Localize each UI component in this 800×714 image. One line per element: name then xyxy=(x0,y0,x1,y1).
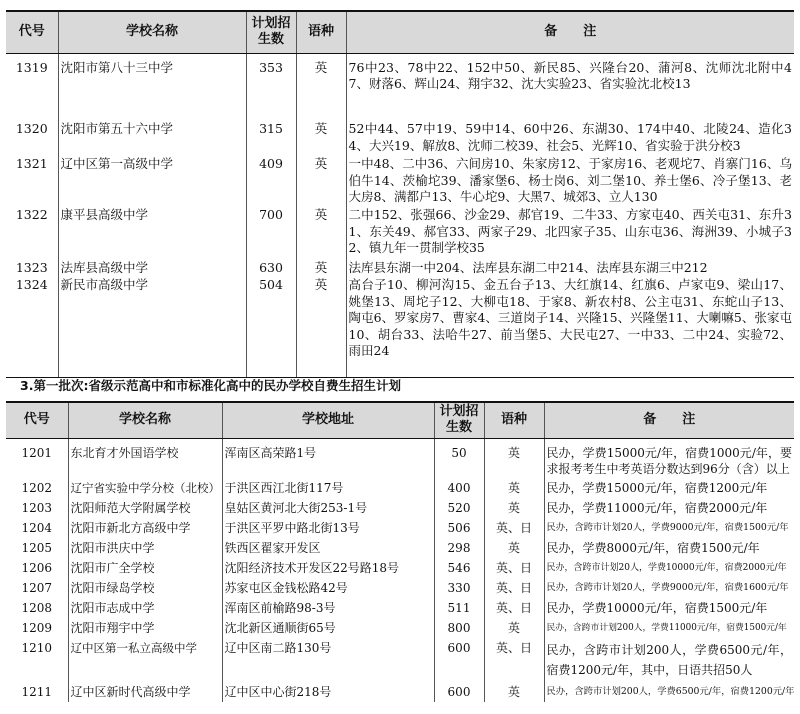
enrollment-table-public xyxy=(6,10,794,378)
cell-remark: 民办，含跨市计划200人，学费6500元/年，宿费1200元/年，其中，日语共招50人 xyxy=(544,640,794,680)
col-header-plan: 计划招生数 xyxy=(434,402,484,438)
cell-remark: 民办，含跨市计划20人，学费9000元/年，宿费1500元/年 xyxy=(544,520,794,540)
cell-address: 浑南区前榆路98-3号 xyxy=(222,600,434,620)
cell-code: 1207 xyxy=(21,581,53,595)
cell-address: 于洪区西江北街117号 xyxy=(222,480,434,500)
table-row xyxy=(6,260,794,277)
cell-name: 沈阳师范大学附属学校 xyxy=(68,500,222,520)
cell-lang: 英、日 xyxy=(484,600,544,620)
cell-name: 沈阳市翔宇中学 xyxy=(68,620,222,640)
cell-plan: 506 xyxy=(434,520,484,540)
cell-plan: 353 xyxy=(246,53,296,121)
cell-remark: 民办，学费11000元/年，宿费2000元/年 xyxy=(544,500,794,520)
cell-lang: 英 xyxy=(296,207,346,260)
cell-address: 辽中区中心街218号 xyxy=(222,680,434,702)
cell-address: 于洪区平罗中路北街13号 xyxy=(222,520,434,540)
cell-lang: 英 xyxy=(484,680,544,702)
cell-remark: 民办，含跨市计划20人，学费10000元/年，宿费2000元/年 xyxy=(544,560,794,580)
cell-lang: 英 xyxy=(296,156,346,207)
table-row xyxy=(6,156,794,207)
table-row xyxy=(6,580,794,600)
cell-name: 沈阳市第八十三中学 xyxy=(58,53,246,121)
cell-lang: 英 xyxy=(296,121,346,156)
cell-code: 1209 xyxy=(21,621,53,635)
cell-name: 沈阳市绿岛学校 xyxy=(68,580,222,600)
cell-name: 沈阳市志成中学 xyxy=(68,600,222,620)
cell-lang: 英 xyxy=(296,53,346,121)
cell-code: 1202 xyxy=(21,481,53,495)
cell-address: 皇姑区黄河北大街253-1号 xyxy=(222,500,434,520)
cell-remark: 民办，学费8000元/年，宿费1500元/年 xyxy=(544,540,794,560)
cell-lang: 英 xyxy=(296,277,346,377)
cell-name: 沈阳市广全学校 xyxy=(68,560,222,580)
cell-name: 康平县高级中学 xyxy=(58,207,246,260)
col-header-code: 代号 xyxy=(6,11,58,53)
col-header-name: 学校名称 xyxy=(68,402,222,438)
cell-address: 铁西区翟家开发区 xyxy=(222,540,434,560)
cell-remark: 76中23、78中22、152中50、新民85、兴隆台20、蒲河8、沈师沈北附中47、财落6、辉山24、翔宇32、沈大实验23、省实验沈北校13 xyxy=(346,53,794,121)
table-row xyxy=(6,438,794,480)
table-row xyxy=(6,640,794,680)
cell-code: 1205 xyxy=(21,541,53,555)
cell-remark: 二中152、张强66、沙金29、郝官19、二牛33、方家屯40、西关屯31、东升31、东关49、郝官33、两家子29、北四家子35、山东屯36、海洲39、小城子32、镇九年一贯制学校35 xyxy=(346,207,794,260)
cell-plan: 504 xyxy=(246,277,296,377)
cell-plan: 50 xyxy=(434,438,484,480)
col-header-code: 代号 xyxy=(6,402,68,438)
col-header-lang: 语种 xyxy=(484,402,544,438)
col-header-plan: 计划招生数 xyxy=(246,11,296,53)
cell-name: 辽中区第一高级中学 xyxy=(58,156,246,207)
cell-plan: 409 xyxy=(246,156,296,207)
cell-remark: 民办，含跨市计划200人，学费11000元/年，宿费1500元/年 xyxy=(544,620,794,640)
table-row xyxy=(6,277,794,377)
cell-plan: 700 xyxy=(246,207,296,260)
table-row xyxy=(6,480,794,500)
cell-plan: 546 xyxy=(434,560,484,580)
cell-remark: 民办，学费10000元/年，宿费1500元/年 xyxy=(544,600,794,620)
cell-code: 1321 xyxy=(15,156,48,171)
table-row xyxy=(6,53,794,121)
cell-name: 沈阳市洪庆中学 xyxy=(68,540,222,560)
table-row xyxy=(6,207,794,260)
table-row xyxy=(6,600,794,620)
cell-name: 沈阳市新北方高级中学 xyxy=(68,520,222,540)
cell-remark: 一中48、二中36、六间房10、朱家房12、于家房16、老观坨7、肖寨门16、乌伯牛14、茨榆坨39、潘家堡6、杨士岗6、刘二堡10、养士堡6、冷子堡13、老大房8、满都户13、牛心坨9、大黑7、城郊3、立人130 xyxy=(346,156,794,207)
cell-address: 苏家屯区金钱松路42号 xyxy=(222,580,434,600)
cell-plan: 400 xyxy=(434,480,484,500)
cell-code: 1210 xyxy=(21,641,53,655)
cell-code: 1211 xyxy=(21,685,53,699)
cell-name: 东北育才外国语学校 xyxy=(68,438,222,480)
cell-name: 辽中区第一私立高级中学 xyxy=(68,640,222,680)
cell-address: 沈阳经济技术开发区22号路18号 xyxy=(222,560,434,580)
cell-code: 1203 xyxy=(21,501,53,515)
cell-code: 1208 xyxy=(21,601,53,615)
cell-remark: 52中44、57中19、59中14、60中26、东湖30、174中40、北陵24、造化34、大兴19、解放8、沈师二校39、社会5、光辉10、省实验于洪分校3 xyxy=(346,121,794,156)
cell-lang: 英 xyxy=(484,438,544,480)
table-header-row xyxy=(6,402,794,438)
cell-remark: 民办，学费15000元/年，宿费1200元/年 xyxy=(544,480,794,500)
cell-code: 1319 xyxy=(15,59,48,75)
table-row xyxy=(6,121,794,156)
table-row xyxy=(6,520,794,540)
cell-lang: 英、日 xyxy=(484,560,544,580)
col-header-name: 学校名称 xyxy=(58,11,246,53)
cell-lang: 英 xyxy=(484,620,544,640)
table-row xyxy=(6,620,794,640)
cell-code: 1201 xyxy=(21,445,53,460)
col-header-address: 学校地址 xyxy=(222,402,434,438)
cell-plan: 600 xyxy=(434,680,484,702)
table-header-row xyxy=(6,11,794,53)
cell-plan: 330 xyxy=(434,580,484,600)
cell-name: 辽中区新时代高级中学 xyxy=(68,680,222,702)
cell-plan: 520 xyxy=(434,500,484,520)
cell-lang: 英、日 xyxy=(484,520,544,540)
table-row xyxy=(6,500,794,520)
cell-remark: 民办，含跨市计划20人，学费9000元/年，宿费1600元/年 xyxy=(544,580,794,600)
cell-lang: 英 xyxy=(296,260,346,277)
cell-lang: 英、日 xyxy=(484,640,544,680)
cell-code: 1324 xyxy=(6,277,58,377)
cell-remark: 民办，学费15000元/年，宿费1000元/年，要求报考考生中考英语分数达到96分（含）以上 xyxy=(544,438,794,480)
cell-lang: 英、日 xyxy=(484,580,544,600)
cell-plan: 511 xyxy=(434,600,484,620)
cell-code: 1206 xyxy=(21,561,53,575)
cell-remark: 高台子10、柳河沟15、金五台子13、大红旗14、红旗6、卢家屯9、梁山17、姚堡13、周坨子12、大柳屯18、于家8、新农村8、公主屯31、东蛇山子13、陶屯6、罗家房7、曹家4、三道岗子14、兴隆15、兴隆堡11、大喇嘛5、张家屯10、胡台33、法哈牛27、前当堡5、大民屯27、一中33、二中24、实验72、雨田24 xyxy=(346,277,794,377)
cell-remark: 法库县东湖一中204、法库县东湖二中214、法库县东湖三中212 xyxy=(346,260,794,277)
cell-plan: 298 xyxy=(434,540,484,560)
cell-address: 辽中区南二路130号 xyxy=(222,640,434,680)
cell-plan: 630 xyxy=(246,260,296,277)
cell-code: 1204 xyxy=(21,521,53,535)
table-row xyxy=(6,540,794,560)
col-header-remark: 备 注 xyxy=(544,402,794,438)
cell-lang: 英 xyxy=(484,540,544,560)
enrollment-table-private xyxy=(6,401,794,702)
cell-name: 新民市高级中学 xyxy=(58,277,246,377)
cell-lang: 英 xyxy=(484,500,544,520)
cell-code: 1322 xyxy=(15,207,48,222)
col-header-lang: 语种 xyxy=(296,11,346,53)
cell-name: 沈阳市第五十六中学 xyxy=(58,121,246,156)
cell-name: 法库县高级中学 xyxy=(58,260,246,277)
cell-remark: 民办，含跨市计划200人，学费6500元/年，宿费1200元/年 xyxy=(544,680,794,702)
cell-name: 辽宁省实验中学分校（北校） xyxy=(68,480,222,500)
cell-address: 浑南区高荣路1号 xyxy=(222,438,434,480)
col-header-remark: 备 注 xyxy=(346,11,794,53)
cell-plan: 600 xyxy=(434,640,484,680)
cell-plan: 315 xyxy=(246,121,296,156)
cell-address: 沈北新区通顺街65号 xyxy=(222,620,434,640)
cell-code: 1320 xyxy=(15,121,48,136)
cell-plan: 800 xyxy=(434,620,484,640)
section-title: 3.第一批次:省级示范高中和市标准化高中的民办学校自费生招生计划 xyxy=(20,378,401,393)
cell-code: 1323 xyxy=(15,260,48,275)
table-row xyxy=(6,560,794,580)
cell-lang: 英 xyxy=(484,480,544,500)
table-row xyxy=(6,680,794,702)
